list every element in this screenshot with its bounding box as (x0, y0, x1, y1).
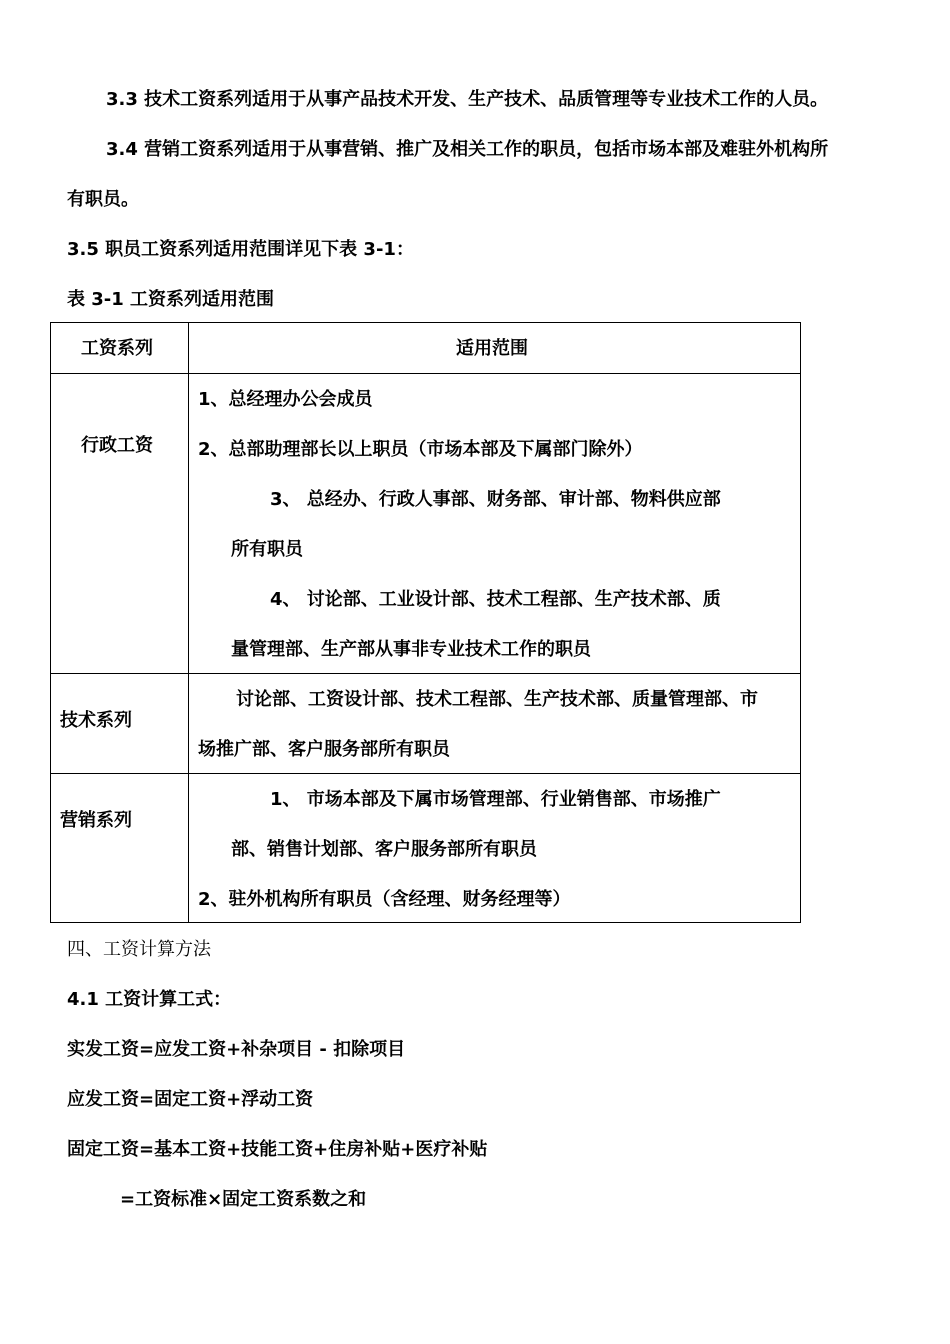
table-header-series: 工资系列 (81, 338, 153, 359)
paragraph-3-3: 3.3 技术工资系列适用于从事产品技术开发、生产技术、品质管理等专业技术工作的人员。 (106, 89, 829, 110)
salary-series-table (50, 322, 801, 923)
row-divider (51, 773, 800, 774)
row-divider (51, 373, 800, 374)
row-tech-line: 场推广部、客户服务部所有职员 (198, 739, 450, 760)
row-admin-line: 所有职员 (231, 539, 303, 560)
row-series-admin: 行政工资 (81, 435, 153, 456)
row-admin-line: 量管理部、生产部从事非专业技术工作的职员 (231, 639, 591, 660)
table-caption: 表 3-1 工资系列适用范围 (67, 289, 275, 310)
row-tech-line: 讨论部、工资设计部、技术工程部、生产技术部、质量管理部、市 (236, 689, 758, 710)
row-admin-line: 4、 讨论部、工业设计部、技术工程部、生产技术部、质 (270, 589, 721, 610)
row-marketing-line: 部、销售计划部、客户服务部所有职员 (231, 839, 537, 860)
paragraph-3-4-line2: 有职员。 (67, 189, 139, 210)
paragraph-3-5: 3.5 职员工资系列适用范围详见下表 3-1： (67, 239, 414, 260)
row-marketing-line: 2、驻外机构所有职员（含经理、财务经理等） (198, 889, 571, 910)
formula-fixed-pay-alt: =工资标准×固定工资系数之和 (120, 1189, 367, 1210)
formula-gross-pay: 应发工资=固定工资+浮动工资 (67, 1089, 314, 1110)
row-admin-line: 3、 总经办、行政人事部、财务部、审计部、物料供应部 (270, 489, 721, 510)
row-series-marketing: 营销系列 (60, 810, 132, 831)
row-marketing-line: 1、 市场本部及下属市场管理部、行业销售部、市场推广 (270, 789, 721, 810)
column-divider (188, 323, 189, 922)
row-admin-line: 2、总部助理部长以上职员（市场本部及下属部门除外） (198, 439, 643, 460)
subsection-4-1: 4.1 工资计算工式： (67, 989, 232, 1010)
paragraph-3-4-line1: 3.4 营销工资系列适用于从事营销、推广及相关工作的职员，包括市场本部及难驻外机构所 (106, 139, 829, 160)
row-divider (51, 673, 800, 674)
section-4-heading: 四、工资计算方法 (67, 939, 211, 960)
formula-fixed-pay: 固定工资=基本工资+技能工资+住房补贴+医疗补贴 (67, 1139, 488, 1160)
table-header-scope: 适用范围 (456, 338, 528, 359)
row-admin-line: 1、总经理办公会成员 (198, 389, 373, 410)
formula-actual-pay: 实发工资=应发工资+补杂项目 - 扣除项目 (67, 1039, 406, 1060)
row-series-tech: 技术系列 (60, 710, 132, 731)
